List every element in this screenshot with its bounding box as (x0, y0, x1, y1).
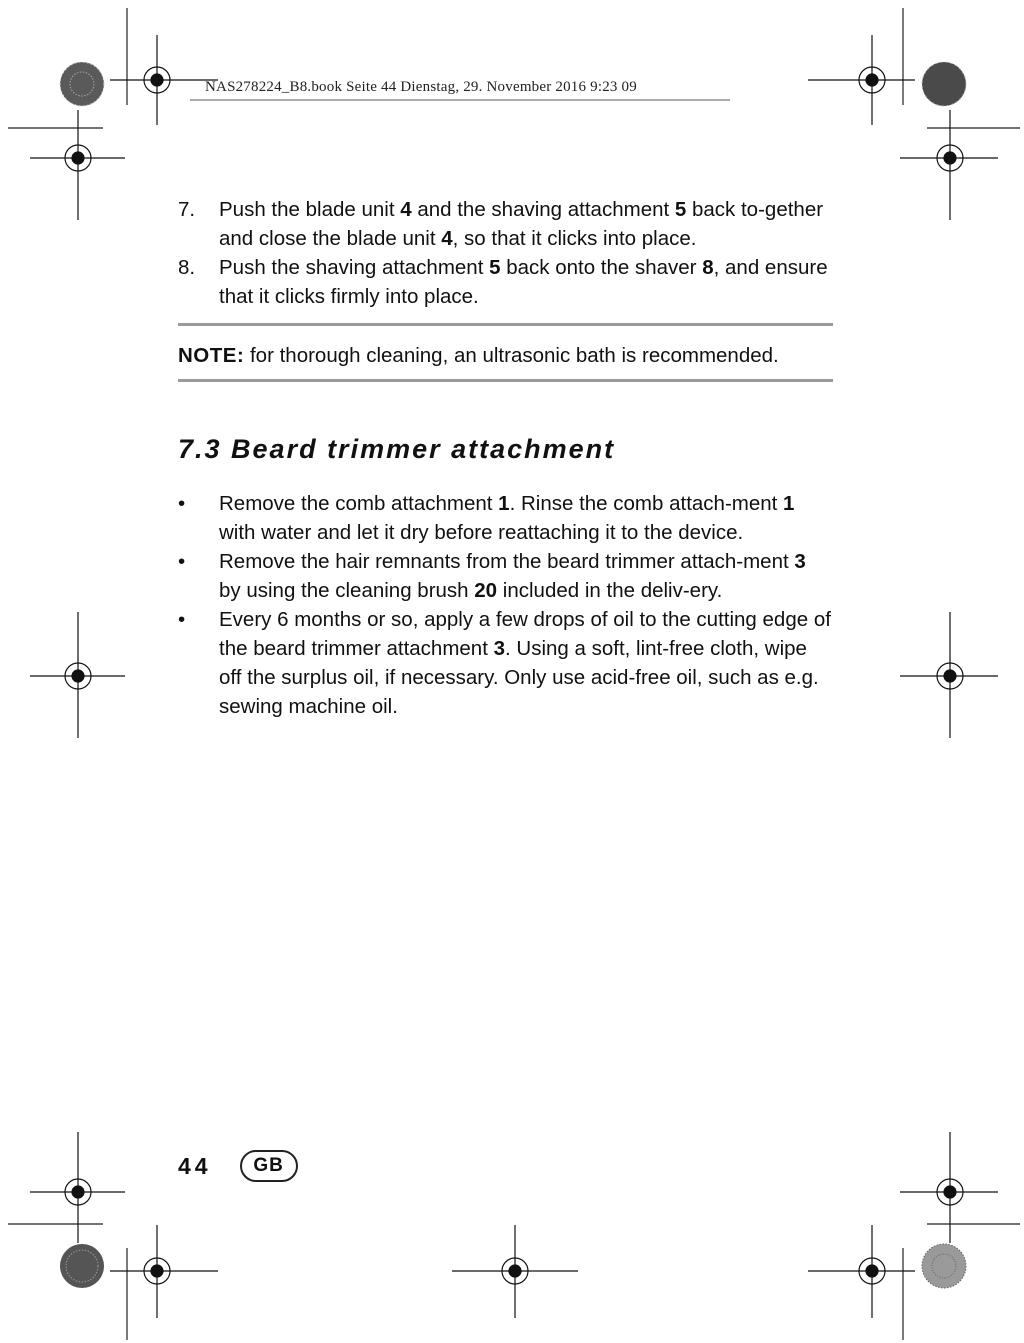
page-footer (178, 1150, 298, 1182)
note-box (178, 323, 833, 382)
step-item (178, 195, 833, 253)
registration-target-icon (30, 612, 125, 738)
bullet-icon: • (178, 550, 186, 573)
page-content (178, 195, 833, 721)
list-item (178, 605, 833, 721)
list-item-text: Remove the hair remnants from the beard trimmer attach-ment 3 by using the cleaning brush 20 included in the deliv-ery. (219, 550, 806, 602)
note-label: NOTE: (178, 344, 245, 367)
note-text: for thorough cleaning, an ultrasonic bath is recommended. (244, 344, 779, 367)
list-item (178, 489, 833, 547)
registration-target-icon (110, 35, 218, 125)
section-title: 7.3 Beard trimmer attachment (178, 434, 616, 464)
registration-target-icon (900, 110, 998, 220)
starburst-icon (60, 1244, 104, 1288)
registration-target-icon (30, 1132, 125, 1243)
print-slug-header: NAS278224_B8.book Seite 44 Dienstag, 29. November 2016 9:23 09 (205, 79, 637, 95)
page-number: 44 (178, 1152, 212, 1179)
country-badge: GB (240, 1150, 298, 1182)
registration-target-icon (110, 1225, 218, 1318)
step-item (178, 253, 833, 311)
list-item (178, 547, 833, 605)
starburst-icon (922, 1244, 966, 1288)
step-text: Push the shaving attachment 5 back onto the shaver 8, and ensure that it clicks firmly into place. (219, 256, 828, 308)
step-number: 7. (178, 198, 196, 221)
step-number: 8. (178, 256, 196, 279)
bullet-icon: • (178, 608, 186, 631)
registration-target-icon (808, 35, 915, 125)
registration-target-icon (900, 612, 998, 738)
starburst-icon (922, 62, 966, 106)
starburst-icon (60, 62, 104, 106)
bullet-icon: • (178, 492, 186, 515)
list-item-text: Remove the comb attachment 1. Rinse the comb attach-ment 1 with water and let it dry before reattaching it to the device. (219, 492, 795, 544)
list-item-text: Every 6 months or so, apply a few drops of oil to the cutting edge of the beard trimmer attachment 3. Using a soft, lint-free cloth, wipe off the surplus oil, if necessary. Only use acid-free oil, such as e.g. sewing machine oil. (219, 608, 831, 718)
registration-target-icon (900, 1132, 998, 1243)
registration-target-icon (808, 1225, 915, 1318)
registration-target-icon (452, 1225, 578, 1318)
step-text: Push the blade unit 4 and the shaving attachment 5 back to-gether and close the blade unit 4, so that it clicks into place. (219, 198, 824, 250)
registration-target-icon (30, 110, 125, 220)
